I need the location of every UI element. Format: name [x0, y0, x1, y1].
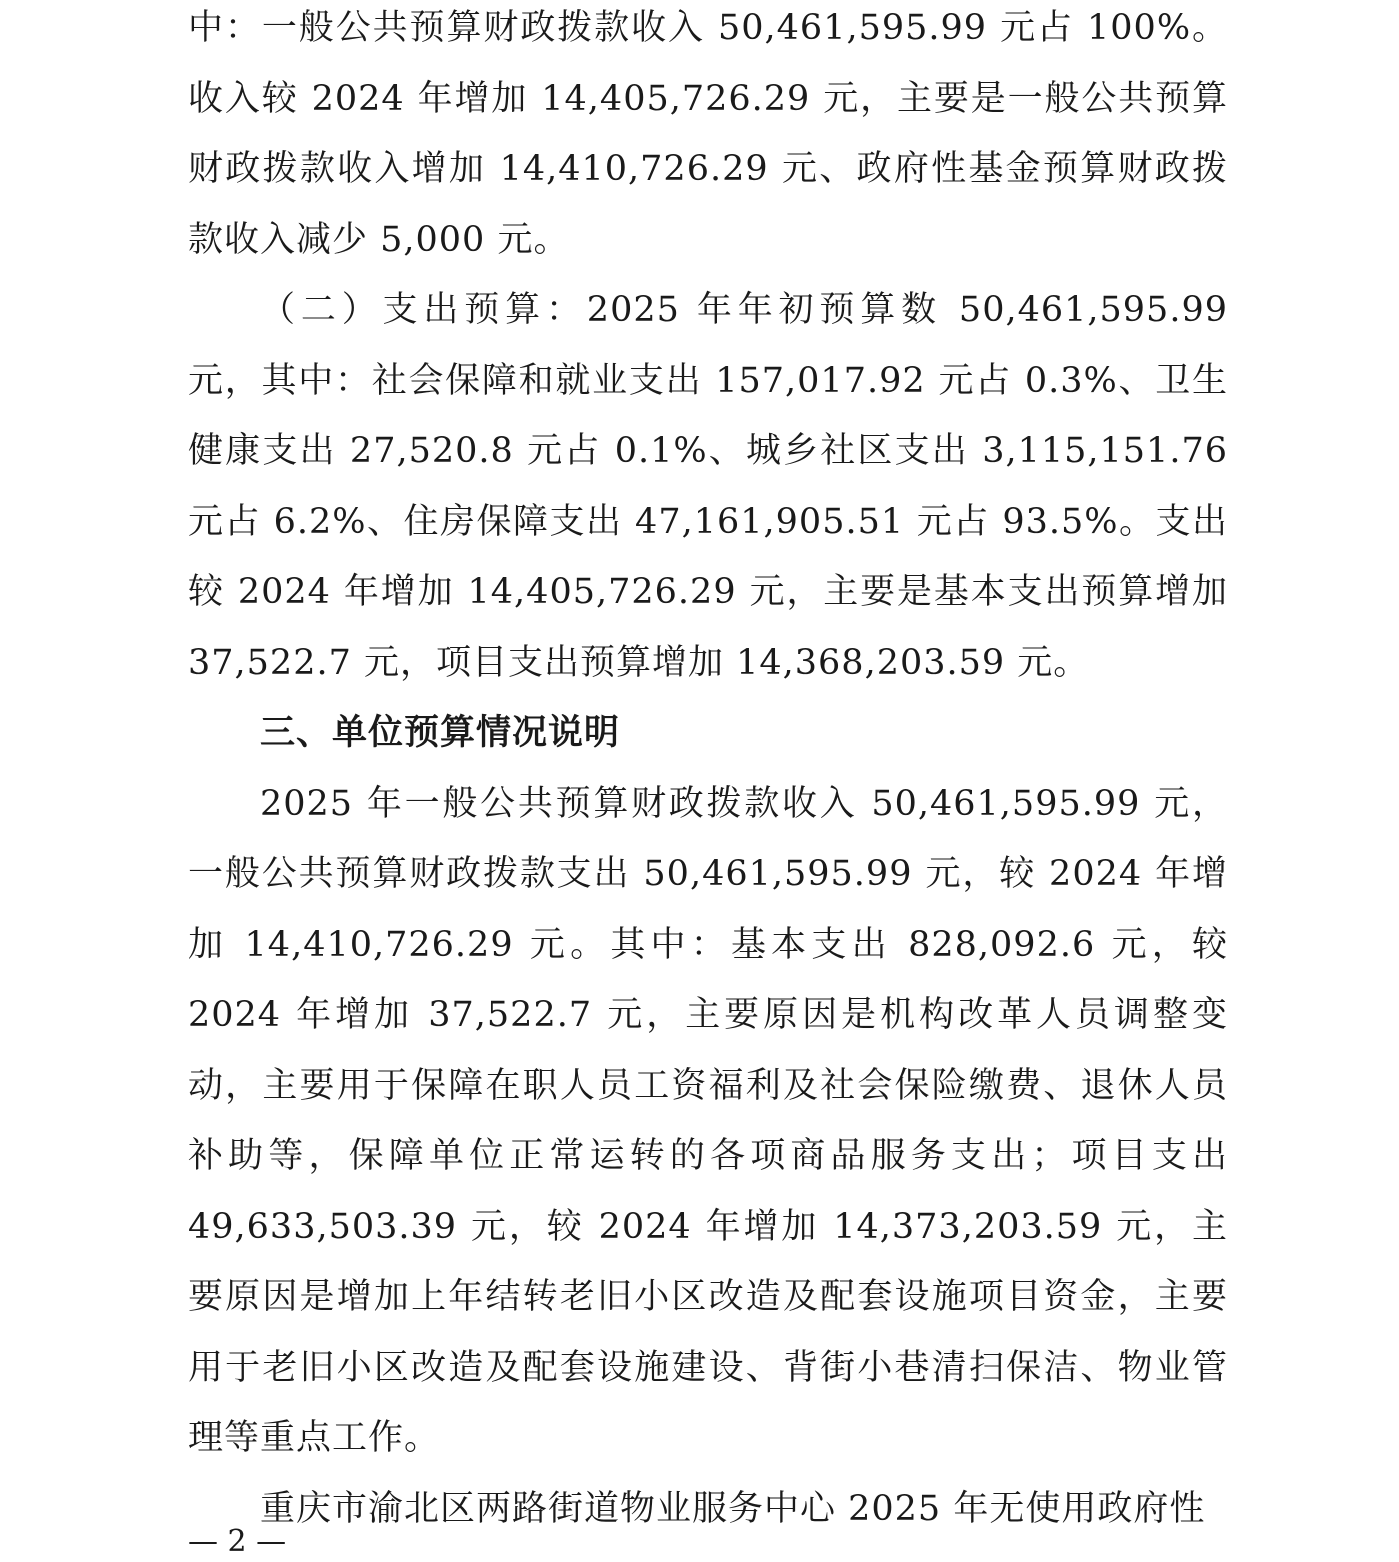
paragraph-expenditure-budget: （二）支出预算：2025 年年初预算数 50,461,595.99 元，其中：社会保障和就业支出 157,017.92 元占 0.3%、卫生健康支出 27,520.8 元占 0.1%、城乡社区支出 3,115,151.76 元占 6.2%、住房保障支出 47,161,905.51 元占 93.5%。支出较 2024 年增加 14,405,726.29 元，主要是基本支出预算增加 37,522.7 元，项目支出预算增加 14,368,203.59 元。 [188, 290, 1228, 683]
paragraph-income-budget-continued: 中：一般公共预算财政拨款收入 50,461,595.99 元占 100%。收入较 2024 年增加 14,405,726.29 元，主要是一般公共预算财政拨款收入增加 14,410,726.29 元、政府性基金预算财政拨款收入减少 5,000 元。 [188, 8, 1228, 260]
page-number: — 2 — [188, 1524, 287, 1559]
document-page [188, 0, 1228, 1544]
paragraph-unit-budget-details: 2025 年一般公共预算财政拨款收入 50,461,595.99 元，一般公共预算财政拨款支出 50,461,595.99 元，较 2024 年增加 14,410,726.29 元。其中：基本支出 828,092.6 元，较 2024 年增加 37,522.7 元，主要原因是机构改革人员调整变动，主要用于保障在职人员工资福利及社会保险缴费、退休人员补助等，保障单位正常运转的各项商品服务支出；项目支出 49,633,503.39 元，较 2024 年增加 14,373,203.59 元，主要原因是增加上年结转老旧小区改造及配套设施项目资金，主要用于老旧小区改造及配套设施建设、背街小巷清扫保洁、物业管理等重点工作。 [188, 783, 1228, 1458]
section-heading-unit-budget: 三、单位预算情况说明 [260, 713, 621, 753]
paragraph-government-fund: 重庆市渝北区两路街道物业服务中心 2025 年无使用政府性 [260, 1488, 1206, 1529]
